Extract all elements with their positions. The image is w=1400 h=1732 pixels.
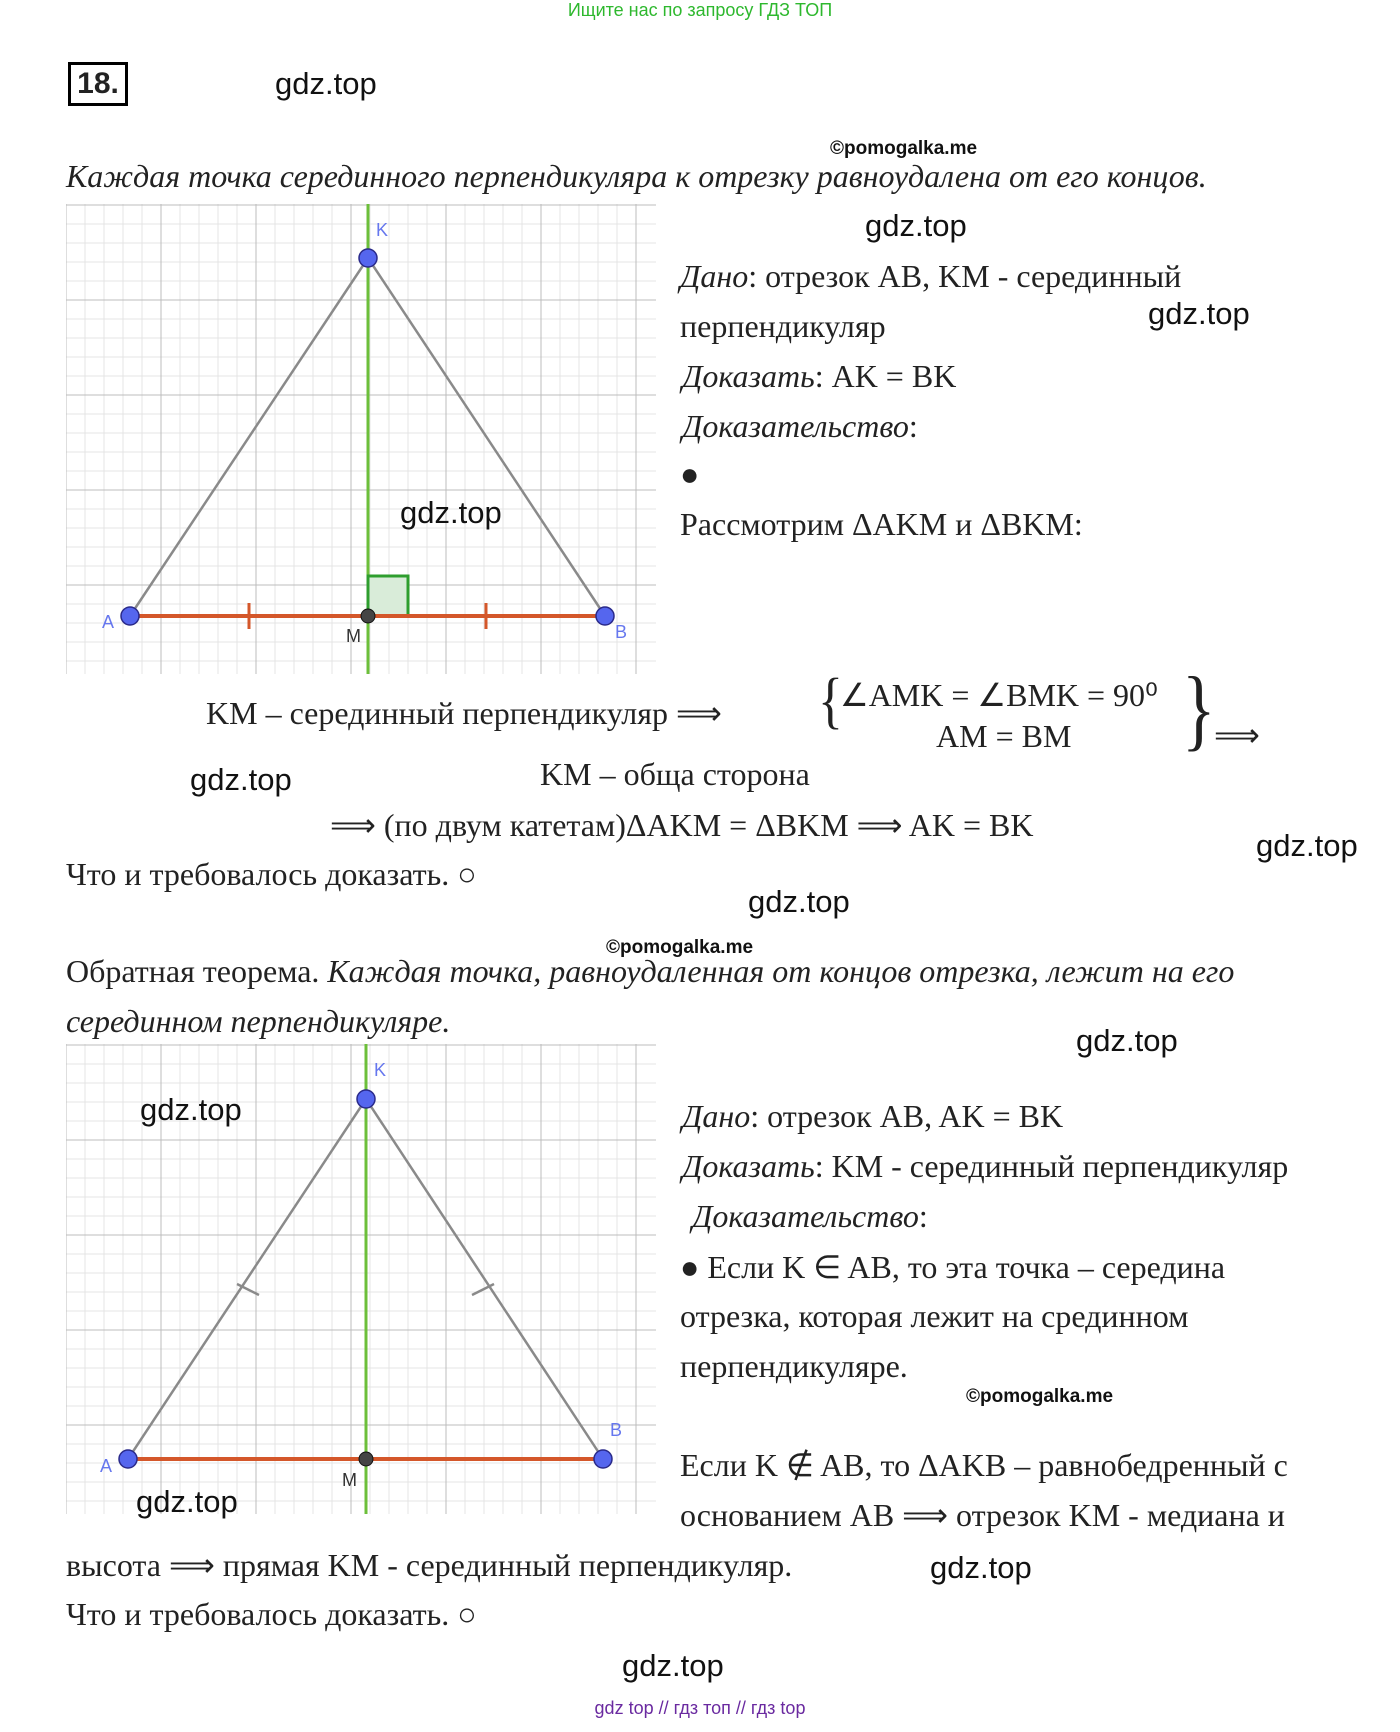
consider-line: Рассмотрим ΔAKM и ΔBKM: [680, 506, 1083, 542]
label-a: A [102, 612, 115, 632]
watermark-pomogalka: ©pomogalka.me [606, 937, 754, 958]
label-k: K [374, 1060, 387, 1080]
qed-1: Что и требовалось доказать. ○ [66, 856, 477, 892]
watermark-gdz: gdz.top [136, 1484, 238, 1519]
label-b: B [610, 1420, 623, 1440]
brace-line-1: ∠AMK = ∠BMK = 90⁰ [840, 677, 1158, 713]
theorem1-statement: Каждая точка серединного перпендикуляра к отрезку равноудалена от его концов. [66, 158, 1207, 194]
watermark-pomogalka: ©pomogalka.me [966, 1386, 1114, 1407]
watermark-gdz: gdz.top [1148, 296, 1250, 331]
watermark-pomogalka: ©pomogalka.me [830, 138, 978, 159]
case2-line-2: основанием AB ⟹ отрезок KM - медиана и [680, 1497, 1285, 1533]
point-k [359, 249, 377, 267]
point-b [594, 1450, 612, 1468]
theorem2-intro: Обратная теорема. [66, 953, 328, 989]
point-a [121, 607, 139, 625]
footer-links[interactable]: gdz top // гдз топ // гдз top [594, 1698, 806, 1718]
label-m: M [342, 1470, 357, 1490]
brace-line-3: KM – обща сторона [540, 756, 810, 792]
left-brace: { [818, 667, 843, 736]
prove2-text: : KM - серединный перпендикуляр [814, 1148, 1289, 1184]
prove-label: Доказать [682, 358, 815, 394]
bullet: ● [680, 456, 700, 492]
label-k: K [376, 220, 389, 240]
side-bk [368, 258, 605, 616]
case2-line-3: высота ⟹ прямая KM - серединный перпендикуляр. [66, 1547, 793, 1583]
watermark-gdz: gdz.top [622, 1648, 724, 1683]
top-banner: Ищите нас по запросу ГДЗ ТОП [567, 0, 833, 20]
theorem2-statement-part2: серединном перпендикуляре. [66, 1003, 451, 1039]
label-m: M [346, 626, 361, 646]
watermark-gdz: gdz.top [275, 66, 377, 101]
given-line [680, 258, 1181, 295]
label-a: A [100, 1456, 113, 1476]
prove2-label: Доказать [682, 1148, 815, 1184]
right-angle-marker [368, 576, 408, 616]
case1-line-2: отрезка, которая лежит на срединном [680, 1298, 1189, 1334]
given-label: Дано [680, 258, 749, 294]
proof2-colon: : [918, 1198, 928, 1234]
case2-line-1: Если K ∉ AB, то ΔAKB – равнобедренный с [680, 1447, 1288, 1483]
proof-line [682, 408, 918, 445]
prove2-line [682, 1148, 1288, 1185]
side-ak [128, 1099, 366, 1459]
km-statement: KM – серединный перпендикуляр ⟹ [206, 695, 722, 731]
prove-text: : AK = BK [814, 358, 957, 394]
watermark-gdz: gdz.top [1076, 1023, 1178, 1058]
prove-line [682, 358, 956, 395]
point-m [359, 1452, 373, 1466]
point-b [596, 607, 614, 625]
given2-text: : отрезок AB, AK = BK [750, 1098, 1064, 1134]
label-b: B [615, 622, 628, 642]
proof2-line [692, 1198, 928, 1235]
theorem2-statement [66, 953, 1234, 990]
brace-line-2: AM = BM [936, 718, 1072, 754]
watermark-gdz: gdz.top [748, 884, 850, 919]
implies-arrow: ⟹ [1214, 717, 1260, 753]
point-k [357, 1090, 375, 1108]
proof-colon: : [908, 408, 918, 444]
case1-line-1: ● Если K ∈ AB, то эта точка – середина [680, 1249, 1226, 1285]
point-m [361, 609, 375, 623]
given2-line [682, 1098, 1063, 1135]
watermark-gdz: gdz.top [865, 208, 967, 243]
watermark-gdz: gdz.top [1256, 828, 1358, 863]
right-brace: } [1182, 660, 1216, 761]
proof-label: Доказательство [682, 408, 909, 444]
proof2-label: Доказательство [692, 1198, 919, 1234]
watermark-gdz: gdz.top [400, 495, 502, 530]
theorem2-statement-part1: Каждая точка, равноудаленная от концов отрезка, лежит на его [327, 953, 1235, 989]
point-a [119, 1450, 137, 1468]
conclusion-line: ⟹ (по двум катетам)ΔAKM = ΔBKM ⟹ AK = BK [330, 807, 1034, 843]
watermark-gdz: gdz.top [930, 1550, 1032, 1585]
given2-label: Дано [682, 1098, 751, 1134]
qed-2: Что и требовалось доказать. ○ [66, 1596, 477, 1632]
problem-number: 18. [68, 62, 128, 106]
figure1-diagram [66, 204, 656, 674]
case1-line-3: перпендикуляре. [680, 1348, 908, 1384]
watermark-gdz: gdz.top [140, 1092, 242, 1127]
figure1-grid [66, 204, 656, 674]
watermark-gdz: gdz.top [190, 762, 292, 797]
given-text: : отрезок AB, KM - серединный [748, 258, 1182, 294]
given-line-2: перпендикуляр [680, 308, 886, 344]
